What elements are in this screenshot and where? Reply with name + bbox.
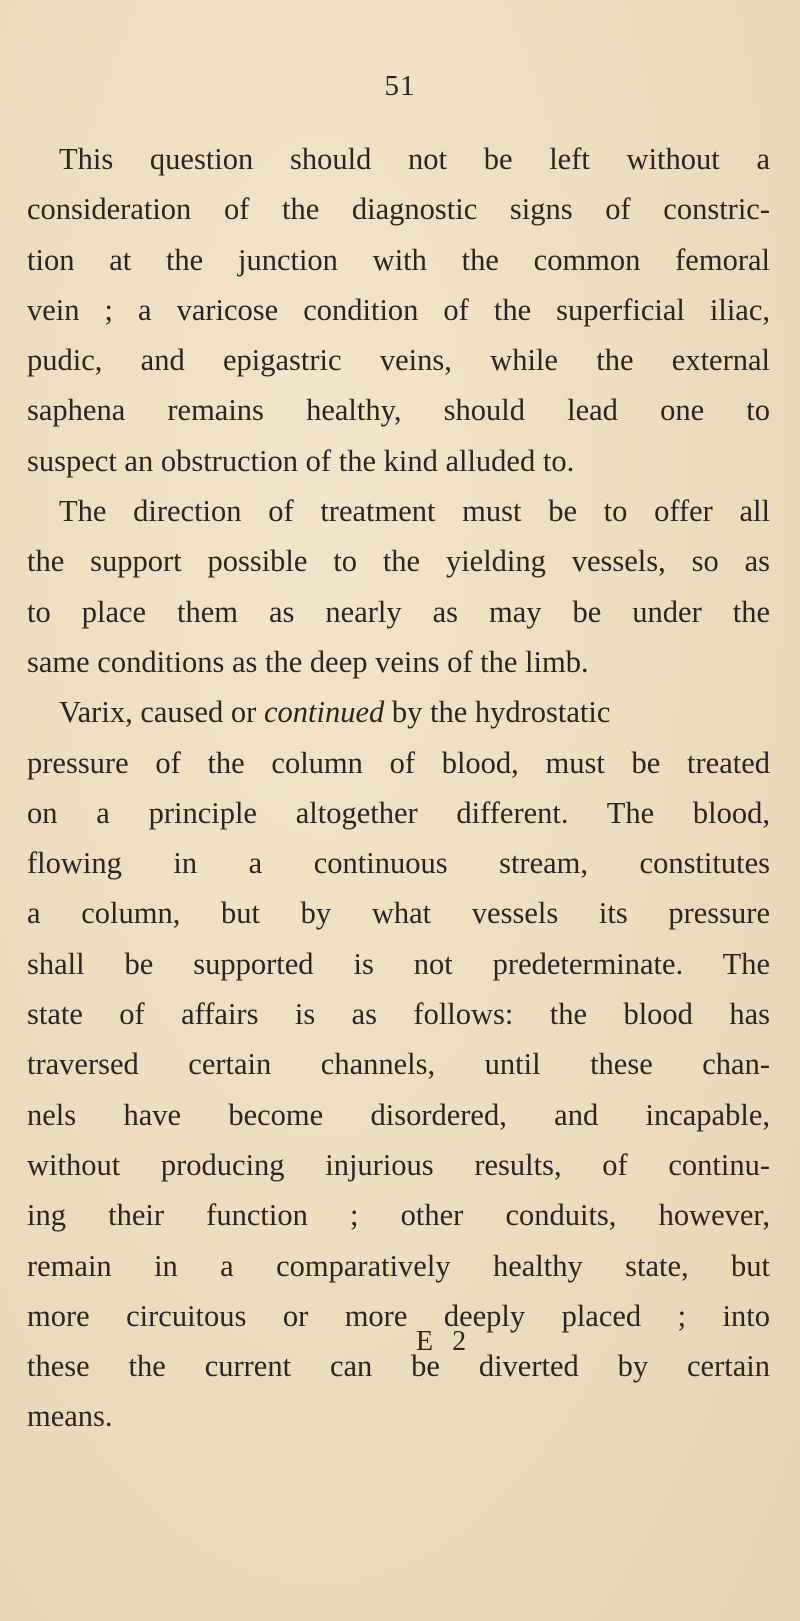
text-line: consideration of the diagnostic signs of constric- [27,192,770,227]
text-run: Varix, caused or [59,695,264,730]
text-line: The direction of treatment must be to offer all [59,494,770,529]
italic-word: continued [263,695,385,730]
text-line: suspect an obstruction of the kind alluded to. [27,443,575,478]
text-line: pressure of the column of blood, must be treated [27,745,770,780]
signature-mark: E 2 [416,1326,473,1357]
text-line: shall be supported is not predeterminate. The [27,946,770,981]
text-line: remain in a comparatively healthy state, but [27,1248,770,1283]
text-line: more circuitous or more deeply placed ; into [27,1298,770,1333]
text-line: traversed certain channels, until these chan- [27,1047,770,1082]
text-line: the support possible to the yielding vessels, so as [27,544,770,579]
text-line: a column, but by what vessels its pressure [27,896,770,931]
text-run: by the hydrostatic [384,695,611,730]
text-line: saphena remains healthy, should lead one to [27,393,770,428]
body-text [27,134,770,1442]
page-number: 51 [384,70,416,102]
text-line: ing their function ; other conduits, however, [27,1198,770,1233]
text-line: pudic, and epigastric veins, while the external [27,343,770,378]
text-line: means. [27,1399,113,1434]
text-line: vein ; a varicose condition of the superficial iliac, [27,292,770,327]
text-line: same conditions as the deep veins of the limb. [27,644,589,679]
text-line: these the current can be diverted by certain [27,1349,770,1384]
text-line: state of affairs is as follows: the blood has [27,997,770,1032]
text-line: on a principle altogether different. The blood, [27,795,770,830]
text-line: This question should not be left without a [59,142,770,176]
text-line: without producing injurious results, of continu- [27,1147,770,1182]
text-line: to place them as nearly as may be under the [27,594,770,629]
text-line: tion at the junction with the common femoral [27,242,770,277]
text-line-with-italic [27,687,770,737]
text-line: nels have become disordered, and incapable, [27,1097,770,1132]
text-line: flowing in a continuous stream, constitutes [27,846,770,881]
